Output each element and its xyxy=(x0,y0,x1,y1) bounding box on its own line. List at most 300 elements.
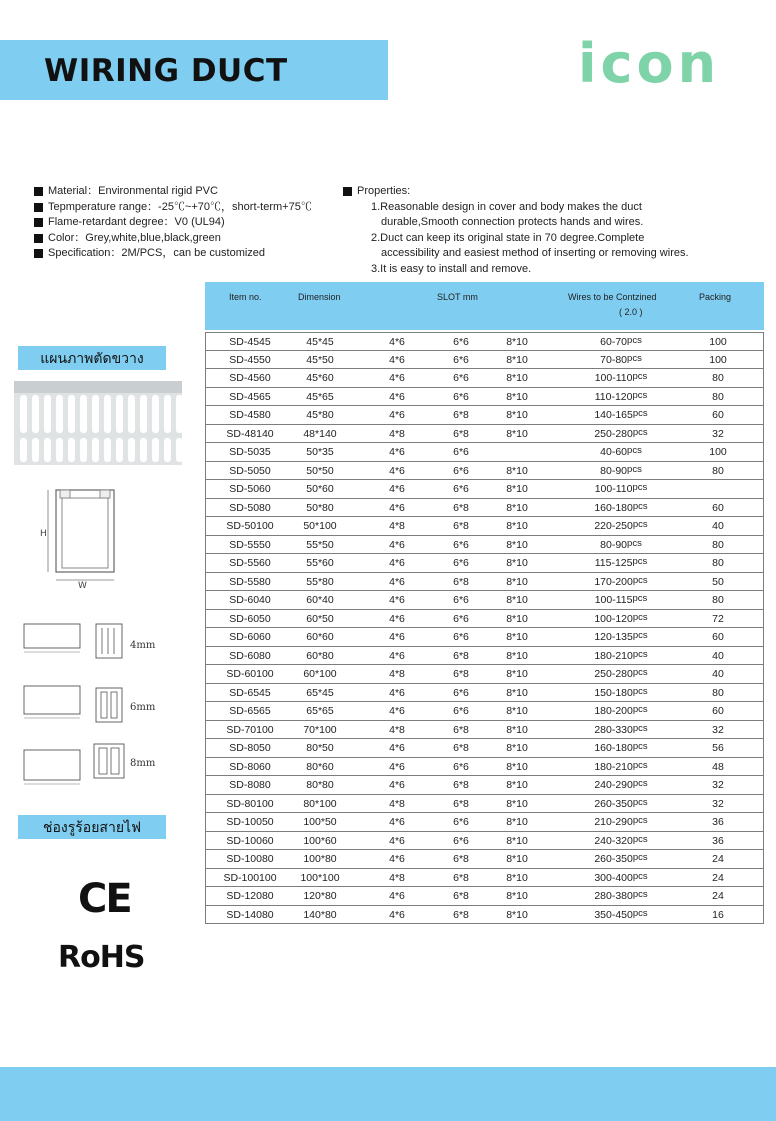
cell-wires: 120-135pcs xyxy=(594,630,648,643)
cell-packing: 60 xyxy=(712,501,724,514)
cell-dimension: 60*60 xyxy=(306,631,334,643)
cell-packing: 80 xyxy=(712,538,724,551)
cell-slot-c: 8*10 xyxy=(506,631,528,643)
cell-wires: 180-210pcs xyxy=(594,759,648,773)
cell-dimension: 55*50 xyxy=(306,538,334,551)
cell-dimension: 120*80 xyxy=(303,890,337,902)
cell-wires: 170-200pcs xyxy=(594,574,648,588)
cell-slot-c: 8*10 xyxy=(506,908,528,921)
cell-wires: 210-290pcs xyxy=(594,815,648,828)
cell-dimension: 55*60 xyxy=(306,557,334,569)
cell-slot-a: 4*6 xyxy=(389,834,405,847)
table-row xyxy=(205,443,764,462)
table-row xyxy=(205,869,764,888)
bullet-square-icon xyxy=(343,187,352,196)
cell-packing: 80 xyxy=(712,557,724,569)
cell-slot-b: 6*6 xyxy=(453,353,469,366)
cell-packing: 40 xyxy=(712,649,724,662)
spec-temperature: Tepmperature range：-25℃~+70℃，short-term+75℃ xyxy=(34,200,312,216)
cell-dimension: 80*80 xyxy=(306,779,334,791)
cell-wires: 180-210pcs xyxy=(594,648,648,662)
cell-item-no: SD-5560 xyxy=(229,557,271,569)
cell-wires: 180-200pcs xyxy=(594,704,648,717)
cell-slot-a: 4*6 xyxy=(389,853,405,865)
spec-material: Material：Environmental rigid PVC xyxy=(34,184,312,200)
cell-dimension: 140*80 xyxy=(303,908,337,921)
cell-item-no: SD-10060 xyxy=(226,834,274,847)
ce-mark: CE xyxy=(78,876,131,922)
cell-packing: 80 xyxy=(712,464,724,477)
table-row xyxy=(205,647,764,666)
cell-slot-c: 8*10 xyxy=(506,668,528,680)
cell-item-no: SD-5080 xyxy=(229,501,271,514)
property-line: durable,Smooth connection protects hands and wires. xyxy=(381,216,644,228)
cell-slot-c: 8*10 xyxy=(506,649,528,662)
cell-item-no: SD-6545 xyxy=(229,686,271,699)
cell-slot-b: 6*8 xyxy=(453,409,469,421)
table-row xyxy=(205,832,764,851)
cell-slot-c: 8*10 xyxy=(506,760,528,773)
cell-dimension: 60*40 xyxy=(306,594,334,606)
cell-slot-b: 6*6 xyxy=(453,483,469,495)
table-row xyxy=(205,425,764,444)
bullet-square-icon xyxy=(34,234,43,243)
cell-wires: 80-90pcs xyxy=(600,463,642,477)
cell-slot-c: 8*10 xyxy=(506,336,528,348)
cell-slot-b: 6*8 xyxy=(453,742,469,754)
bullet-square-icon xyxy=(34,203,43,212)
cell-wires: 100-110pcs xyxy=(594,371,648,384)
cell-dimension: 100*80 xyxy=(303,853,337,865)
property-line: 1.Reasonable design in cover and body makes the duct xyxy=(371,200,642,213)
cell-dimension: 45*65 xyxy=(306,390,334,403)
cell-slot-c: 8*10 xyxy=(506,538,528,551)
cell-dimension: 100*60 xyxy=(303,834,337,847)
cell-dimension: 50*35 xyxy=(306,446,334,458)
table-row xyxy=(205,480,764,499)
cell-slot-c: 8*10 xyxy=(506,501,528,514)
cell-slot-b: 6*6 xyxy=(453,464,469,477)
cell-packing: 80 xyxy=(712,372,724,384)
cell-slot-a: 4*6 xyxy=(389,705,405,717)
header-item-no: Item no. xyxy=(229,292,262,302)
table-body xyxy=(205,332,764,924)
table-row xyxy=(205,573,764,592)
table-row xyxy=(205,795,764,814)
cell-slot-a: 4*6 xyxy=(389,779,405,791)
bullet-square-icon xyxy=(34,249,43,258)
cell-slot-c: 8*10 xyxy=(506,779,528,791)
spec-specification: Specification：2M/PCS，can be customized xyxy=(34,246,312,262)
cell-slot-a: 4*6 xyxy=(389,760,405,773)
cell-item-no: SD-4550 xyxy=(229,353,271,366)
svg-text:6mm: 6mm xyxy=(130,702,156,713)
rohs-mark: RoHS xyxy=(58,940,145,975)
cell-wires: 240-290pcs xyxy=(594,778,648,791)
cell-item-no: SD-4565 xyxy=(229,390,271,403)
cell-packing: 100 xyxy=(709,336,727,348)
slot-4mm-drawing xyxy=(24,624,156,658)
cell-packing: 80 xyxy=(712,390,724,403)
width-dim-label: W xyxy=(78,581,87,590)
cell-wires: 350-450pcs xyxy=(594,907,648,921)
cell-item-no: SD-5550 xyxy=(229,538,271,551)
cell-dimension: 45*80 xyxy=(306,409,334,421)
cell-dimension: 45*60 xyxy=(306,372,334,384)
cell-slot-a: 4*8 xyxy=(389,427,405,440)
cell-slot-b: 6*6 xyxy=(453,557,469,569)
cell-slot-c: 8*10 xyxy=(506,890,528,902)
cell-item-no: SD-8050 xyxy=(229,742,271,754)
svg-text:8mm: 8mm xyxy=(130,758,156,769)
cell-slot-b: 6*6 xyxy=(453,631,469,643)
cell-slot-c: 8*10 xyxy=(506,464,528,477)
cell-slot-b: 6*8 xyxy=(453,501,469,514)
cell-slot-a: 4*6 xyxy=(389,372,405,384)
cell-packing: 40 xyxy=(712,520,724,532)
cell-item-no: SD-8080 xyxy=(229,779,271,791)
cell-wires: 260-350pcs xyxy=(594,852,648,865)
cell-dimension: 55*80 xyxy=(306,575,334,588)
table-row xyxy=(205,499,764,518)
cell-slot-c: 8*10 xyxy=(506,594,528,606)
cell-slot-c: 8*10 xyxy=(506,612,528,625)
property-line: 3.It is easy to install and remove. xyxy=(371,262,532,275)
cell-slot-a: 4*6 xyxy=(389,649,405,662)
cell-item-no: SD-4560 xyxy=(229,372,271,384)
cell-packing: 40 xyxy=(712,668,724,680)
cell-item-no: SD-48140 xyxy=(226,427,274,440)
header-wires: Wires to be Contzined xyxy=(568,292,657,302)
header-wires-sub: ( 2.0 ) xyxy=(619,307,643,317)
cell-wires: 280-330pcs xyxy=(594,722,648,736)
cell-slot-b: 6*8 xyxy=(453,890,469,902)
cell-slot-b: 6*8 xyxy=(453,779,469,791)
cell-item-no: SD-80100 xyxy=(226,797,274,810)
cell-wires: 150-180pcs xyxy=(594,685,648,699)
spec-flame: Flame-retardant degree：V0 (UL94) xyxy=(34,215,312,231)
cell-packing: 60 xyxy=(712,705,724,717)
cell-wires: 240-320pcs xyxy=(594,833,648,847)
property-line: accessibility and easiest method of inserting or removing wires. xyxy=(381,247,689,259)
cell-wires: 300-400pcs xyxy=(594,870,648,884)
duct-photo xyxy=(14,381,182,465)
cell-slot-c: 8*10 xyxy=(506,390,528,403)
header-packing: Packing xyxy=(699,292,732,302)
cell-slot-a: 4*6 xyxy=(389,353,405,366)
cell-wires: 140-165pcs xyxy=(594,408,648,421)
cell-dimension: 80*100 xyxy=(303,797,337,810)
cell-item-no: SD-100100 xyxy=(223,871,277,884)
cell-item-no: SD-4580 xyxy=(229,409,271,421)
cell-dimension: 50*80 xyxy=(306,501,334,514)
cell-packing: 36 xyxy=(712,816,724,828)
cell-item-no: SD-5050 xyxy=(229,464,271,477)
cell-slot-a: 4*6 xyxy=(389,557,405,569)
cell-dimension: 60*80 xyxy=(306,649,334,662)
cell-slot-b: 6*6 xyxy=(453,686,469,699)
cell-wires: 115-125pcs xyxy=(594,556,648,569)
cell-slot-a: 4*6 xyxy=(389,336,405,348)
cell-slot-a: 4*6 xyxy=(389,501,405,514)
cell-slot-a: 4*6 xyxy=(389,908,405,921)
cross-section-label: แผนภาพตัดขวาง xyxy=(18,346,166,370)
cell-wires: 40-60pcs xyxy=(600,445,642,458)
cell-item-no: SD-6040 xyxy=(229,594,271,606)
cell-packing: 80 xyxy=(712,594,724,606)
cell-item-no: SD-5035 xyxy=(229,446,271,458)
cell-item-no: SD-6080 xyxy=(229,649,271,662)
cell-dimension: 60*100 xyxy=(303,668,337,680)
cell-slot-b: 6*8 xyxy=(453,520,469,532)
spec-color: Color：Grey,white,blue,black,green xyxy=(34,231,312,247)
cell-dimension: 100*100 xyxy=(300,871,340,884)
cell-item-no: SD-60100 xyxy=(226,668,274,680)
table-row xyxy=(205,517,764,536)
cell-slot-a: 4*6 xyxy=(389,409,405,421)
cell-slot-a: 4*6 xyxy=(389,612,405,625)
cell-slot-b: 6*8 xyxy=(453,649,469,662)
cell-item-no: SD-8060 xyxy=(229,760,271,773)
cell-packing: 36 xyxy=(712,834,724,847)
cell-slot-b: 6*6 xyxy=(453,594,469,606)
cell-item-no: SD-10050 xyxy=(226,816,274,828)
cell-item-no: SD-5580 xyxy=(229,575,271,588)
logo-text: icon xyxy=(578,36,721,95)
cell-slot-c: 8*10 xyxy=(506,742,528,754)
cell-dimension: 65*45 xyxy=(306,686,334,699)
cell-wires: 250-280pcs xyxy=(594,667,648,680)
table-row xyxy=(205,721,764,740)
cell-slot-a: 4*6 xyxy=(389,390,405,403)
table-row xyxy=(205,462,764,481)
cell-dimension: 80*50 xyxy=(306,742,334,754)
table-row xyxy=(205,591,764,610)
cell-slot-a: 4*6 xyxy=(389,446,405,458)
cell-item-no: SD-10080 xyxy=(226,853,274,865)
cell-item-no: SD-4545 xyxy=(229,336,271,348)
cell-packing: 80 xyxy=(712,686,724,699)
table-row xyxy=(205,758,764,777)
cell-packing: 32 xyxy=(712,723,724,736)
bullet-square-icon xyxy=(34,218,43,227)
table-row xyxy=(205,628,764,647)
table-row xyxy=(205,332,764,351)
cell-wires: 260-350pcs xyxy=(594,796,648,810)
cell-slot-b: 6*6 xyxy=(453,390,469,403)
cell-wires: 100-120pcs xyxy=(594,611,648,625)
cell-dimension: 45*50 xyxy=(306,353,334,366)
svg-text:4mm: 4mm xyxy=(130,640,156,651)
slot-dimension-drawings xyxy=(18,616,168,796)
cell-slot-b: 6*8 xyxy=(453,575,469,588)
cell-slot-c: 8*10 xyxy=(506,483,528,495)
cell-slot-a: 4*8 xyxy=(389,871,405,884)
table-row xyxy=(205,665,764,684)
cell-dimension: 80*60 xyxy=(306,760,334,773)
cell-wires: 80-90pcs xyxy=(600,537,642,551)
cell-slot-b: 6*6 xyxy=(453,538,469,551)
cell-slot-a: 4*6 xyxy=(389,538,405,551)
table-row xyxy=(205,610,764,629)
cell-slot-a: 4*6 xyxy=(389,575,405,588)
cell-slot-b: 6*6 xyxy=(453,705,469,717)
cell-packing: 50 xyxy=(712,575,724,588)
cell-slot-c: 8*10 xyxy=(506,723,528,736)
table-row xyxy=(205,850,764,869)
cell-slot-a: 4*6 xyxy=(389,742,405,754)
cell-item-no: SD-12080 xyxy=(226,890,274,902)
cell-packing: 16 xyxy=(712,908,724,921)
header-dimension: Dimension xyxy=(298,292,341,302)
icon-logo xyxy=(578,36,748,96)
cell-slot-b: 6*8 xyxy=(453,871,469,884)
product-table xyxy=(205,282,764,924)
cell-slot-a: 4*8 xyxy=(389,520,405,532)
cell-item-no: SD-50100 xyxy=(226,520,274,532)
cell-slot-a: 4*6 xyxy=(389,594,405,606)
cell-dimension: 50*50 xyxy=(306,464,334,477)
cell-slot-b: 6*8 xyxy=(453,908,469,921)
cell-wires: 60-70pcs xyxy=(600,335,642,348)
cell-slot-c: 8*10 xyxy=(506,705,528,717)
table-row xyxy=(205,887,764,906)
cell-slot-c: 8*10 xyxy=(506,520,528,532)
cell-slot-c: 8*10 xyxy=(506,797,528,810)
cell-packing: 24 xyxy=(712,853,724,865)
cell-packing: 56 xyxy=(712,742,724,754)
cell-dimension: 70*100 xyxy=(303,723,337,736)
cell-item-no: SD-6060 xyxy=(229,631,271,643)
cell-wires: 160-180pcs xyxy=(594,500,648,514)
cell-item-no: SD-70100 xyxy=(226,723,274,736)
cell-slot-a: 4*6 xyxy=(389,631,405,643)
cell-dimension: 60*50 xyxy=(306,612,334,625)
cell-slot-b: 6*6 xyxy=(453,336,469,348)
cell-packing: 24 xyxy=(712,871,724,884)
page-title: WIRING DUCT xyxy=(44,53,288,89)
slot-8mm-drawing xyxy=(24,744,156,784)
table-row xyxy=(205,739,764,758)
cell-wires: 220-250pcs xyxy=(594,519,648,532)
cell-slot-c: 8*10 xyxy=(506,353,528,366)
cell-packing: 60 xyxy=(712,409,724,421)
table-row xyxy=(205,554,764,573)
cell-slot-b: 6*6 xyxy=(453,760,469,773)
cell-item-no: SD-6565 xyxy=(229,705,271,717)
footer-banner xyxy=(0,1067,776,1121)
cell-packing: 48 xyxy=(712,760,724,773)
table-row xyxy=(205,702,764,721)
height-dim-label: H xyxy=(40,529,47,539)
cell-item-no: SD-14080 xyxy=(226,908,274,921)
cell-slot-a: 4*6 xyxy=(389,816,405,828)
cell-dimension: 100*50 xyxy=(303,816,337,828)
bullet-square-icon xyxy=(34,187,43,196)
cell-slot-b: 6*8 xyxy=(453,797,469,810)
cell-wires: 100-115pcs xyxy=(594,593,648,606)
cell-packing: 60 xyxy=(712,631,724,643)
cell-slot-c: 8*10 xyxy=(506,853,528,865)
cell-slot-a: 4*6 xyxy=(389,464,405,477)
cell-wires: 70-80pcs xyxy=(600,352,642,366)
cell-slot-c: 8*10 xyxy=(506,834,528,847)
property-line: 2.Duct can keep its original state in 70 degree.Complete xyxy=(371,231,645,244)
cell-slot-c: 8*10 xyxy=(506,409,528,421)
cell-packing: 32 xyxy=(712,797,724,810)
cell-slot-b: 6*8 xyxy=(453,853,469,865)
table-row xyxy=(205,369,764,388)
cell-slot-a: 4*6 xyxy=(389,686,405,699)
cell-slot-c: 8*10 xyxy=(506,816,528,828)
cell-dimension: 45*45 xyxy=(306,336,334,348)
cell-packing: 100 xyxy=(709,446,727,458)
cell-slot-b: 6*6 xyxy=(453,834,469,847)
cell-wires: 160-180pcs xyxy=(594,741,648,754)
wire-holes-label: ช่องรูร้อยสายไฟ xyxy=(18,815,166,839)
table-row xyxy=(205,813,764,832)
cell-slot-c: 8*10 xyxy=(506,686,528,699)
cell-slot-b: 6*8 xyxy=(453,427,469,440)
cell-slot-b: 6*8 xyxy=(453,668,469,680)
cell-dimension: 50*100 xyxy=(303,520,337,532)
cell-packing: 32 xyxy=(712,427,724,440)
cell-slot-b: 6*8 xyxy=(453,723,469,736)
cell-slot-b: 6*6 xyxy=(453,612,469,625)
cell-dimension: 48*140 xyxy=(303,427,337,440)
specifications-list xyxy=(34,184,312,262)
cell-slot-a: 4*8 xyxy=(389,723,405,736)
cell-slot-c: 8*10 xyxy=(506,557,528,569)
cell-slot-b: 6*6 xyxy=(453,446,469,458)
cell-slot-c: 8*10 xyxy=(506,372,528,384)
cell-slot-a: 4*6 xyxy=(389,483,405,495)
cell-packing: 100 xyxy=(709,353,727,366)
cell-wires: 100-110pcs xyxy=(594,482,648,495)
properties-section xyxy=(343,184,689,277)
cell-slot-a: 4*8 xyxy=(389,797,405,810)
cell-slot-c: 8*10 xyxy=(506,575,528,588)
cell-item-no: SD-6050 xyxy=(229,612,271,625)
cell-dimension: 50*60 xyxy=(306,483,334,495)
table-row xyxy=(205,684,764,703)
slot-6mm-drawing xyxy=(24,686,156,722)
cell-wires: 110-120pcs xyxy=(594,389,648,403)
cell-slot-c: 8*10 xyxy=(506,427,528,440)
title-banner xyxy=(0,40,388,100)
table-row xyxy=(205,906,764,925)
cell-wires: 250-280pcs xyxy=(594,426,648,440)
cell-slot-a: 4*6 xyxy=(389,890,405,902)
properties-heading: Properties: xyxy=(343,184,689,200)
table-row xyxy=(205,351,764,370)
table-header xyxy=(205,282,764,330)
cell-slot-b: 6*6 xyxy=(453,372,469,384)
cell-packing: 72 xyxy=(712,612,724,625)
cell-packing: 32 xyxy=(712,779,724,791)
cell-dimension: 65*65 xyxy=(306,705,334,717)
header-slot: SLOT mm xyxy=(437,292,478,302)
cell-packing: 24 xyxy=(712,890,724,902)
cell-slot-a: 4*8 xyxy=(389,668,405,680)
cell-slot-b: 6*6 xyxy=(453,816,469,828)
cell-wires: 280-380pcs xyxy=(594,889,648,902)
cell-item-no: SD-5060 xyxy=(229,483,271,495)
table-row xyxy=(205,536,764,555)
cell-slot-c: 8*10 xyxy=(506,871,528,884)
cross-section-diagram xyxy=(38,484,122,590)
table-row xyxy=(205,776,764,795)
